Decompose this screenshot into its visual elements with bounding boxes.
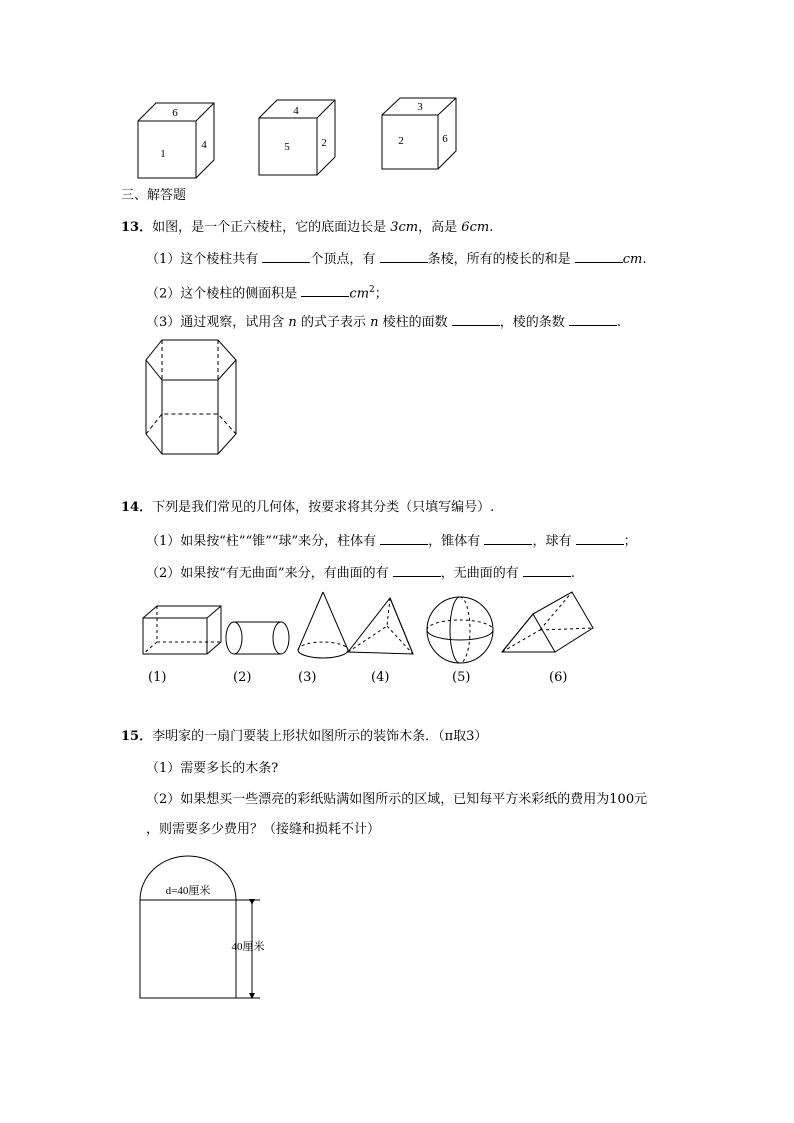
die-2-front: 5 (284, 141, 290, 153)
sphere-shape (427, 597, 493, 663)
dice-figures (130, 95, 475, 185)
die-3-side: 6 (442, 133, 448, 145)
q14-p2-a: （2）如果按“有无曲面”来分，有曲面的有 (146, 566, 389, 581)
q13-p3-end: . (616, 315, 622, 330)
solids-figure (135, 588, 605, 688)
solid-label-1: (1) (148, 670, 167, 685)
q13-p3-a: （3）通过观察，试用含 (146, 315, 285, 330)
q14-blank-cones[interactable] (484, 532, 532, 545)
q14-part2 (146, 564, 575, 582)
q13-stem-c: . (489, 220, 494, 235)
q15-part1: （1）需要多长的木条? (146, 761, 279, 776)
q15-stem (121, 729, 487, 745)
diameter-label: d=40厘米 (165, 885, 211, 897)
hexagonal-prism-figure (140, 334, 250, 459)
solid-label-2: (2) (233, 670, 252, 685)
q13-p3-n1: n (288, 315, 297, 330)
q14-number: 14． (121, 500, 153, 515)
die-1-side: 4 (201, 139, 207, 151)
solid-label-4: (4) (371, 670, 390, 685)
triangular-prism-shape (502, 592, 593, 652)
q14-blank-spheres[interactable] (576, 532, 624, 545)
q13-blank-edges[interactable] (380, 250, 428, 263)
solid-label-6: (6) (549, 670, 568, 685)
q15-part2-line2: ，则需要多少费用？（接缝和损耗不计） (146, 822, 381, 837)
height-label: 40厘米 (231, 941, 265, 953)
q13-p3-c: 棱柱的面数 (382, 315, 448, 330)
q13-part3 (146, 313, 621, 331)
q13-blank-vertices[interactable] (262, 250, 310, 263)
q15-number: 15． (121, 729, 153, 744)
die-1-top: 6 (172, 107, 178, 119)
q14-stem-text: 下列是我们常见的几何体，按要求将其分类（只填写编号）. (152, 500, 495, 515)
q13-part2 (146, 282, 388, 302)
q13-p3-n2: n (370, 315, 379, 330)
q13-p1-a: （1）这个棱柱共有 (146, 252, 259, 267)
q13-blank-lateral-area[interactable] (301, 284, 349, 297)
cylinder-shape (226, 622, 289, 654)
q15-part2-line1: （2）如果想买一些漂亮的彩纸贴满如图所示的区域，已知每平方米彩纸的费用为100元 (146, 792, 648, 807)
q13-len2: 6cm (461, 220, 490, 235)
solid-label-3: (3) (298, 670, 317, 685)
q13-stem-a: 如图，是一个正六棱柱，它的底面边长是 (152, 220, 387, 235)
die-3-front: 2 (398, 135, 404, 147)
q13-p2-unit: cm (349, 286, 370, 302)
pyramid-shape (348, 598, 413, 654)
q14-p1-a: （1）如果按“柱”“锥”“球”来分，柱体有 (146, 534, 377, 549)
q13-stem-b: ，高是 (418, 220, 458, 235)
cone-shape (298, 592, 348, 658)
door-figure (130, 850, 290, 1005)
section-title: 三、解答题 (121, 188, 187, 203)
q14-blank-curved[interactable] (393, 564, 441, 577)
q13-p1-end: . (642, 252, 647, 267)
q13-len1: 3cm (390, 220, 419, 235)
q13-p1-unit: cm (622, 252, 643, 267)
q13-blank-edge-count[interactable] (569, 313, 617, 326)
q14-stem (121, 500, 494, 516)
q13-p2-sup: 2 (369, 285, 375, 295)
q14-p1-c: ，球有 (532, 534, 572, 549)
q13-p1-b: 个顶点，有 (310, 252, 376, 267)
q13-p2-end: ； (374, 286, 388, 302)
q14-blank-flat[interactable] (523, 564, 571, 577)
q13-p2-a: （2）这个棱柱的侧面积是 (146, 286, 298, 302)
die-1-front: 1 (160, 148, 166, 160)
cuboid-shape (143, 606, 221, 654)
q14-blank-prisms[interactable] (380, 532, 428, 545)
q14-p1-end: ； (623, 534, 637, 549)
die-2-side: 2 (321, 137, 327, 149)
q14-p1-b: ，锥体有 (428, 534, 481, 549)
q14-p2-end: . (570, 566, 576, 581)
q13-p3-d: ，棱的条数 (499, 315, 565, 330)
die-2-top: 4 (293, 105, 299, 117)
q13-p1-c: 条棱，所有的棱长的和是 (427, 252, 571, 267)
q14-p2-b: ，无曲面的有 (440, 566, 519, 581)
q13-blank-edge-sum[interactable] (575, 250, 623, 263)
q13-part1 (146, 250, 646, 268)
q13-number: 13． (121, 220, 153, 235)
q14-part1 (146, 532, 637, 550)
q13-blank-faces[interactable] (452, 313, 500, 326)
solid-label-5: (5) (452, 670, 471, 685)
q13-stem (121, 220, 493, 236)
die-3-top: 3 (417, 101, 423, 113)
q15-stem-text: 李明家的一扇门要装上形状如图所示的装饰木条．（π取3） (152, 729, 488, 744)
q13-p3-b: 的式子表示 (300, 315, 366, 330)
